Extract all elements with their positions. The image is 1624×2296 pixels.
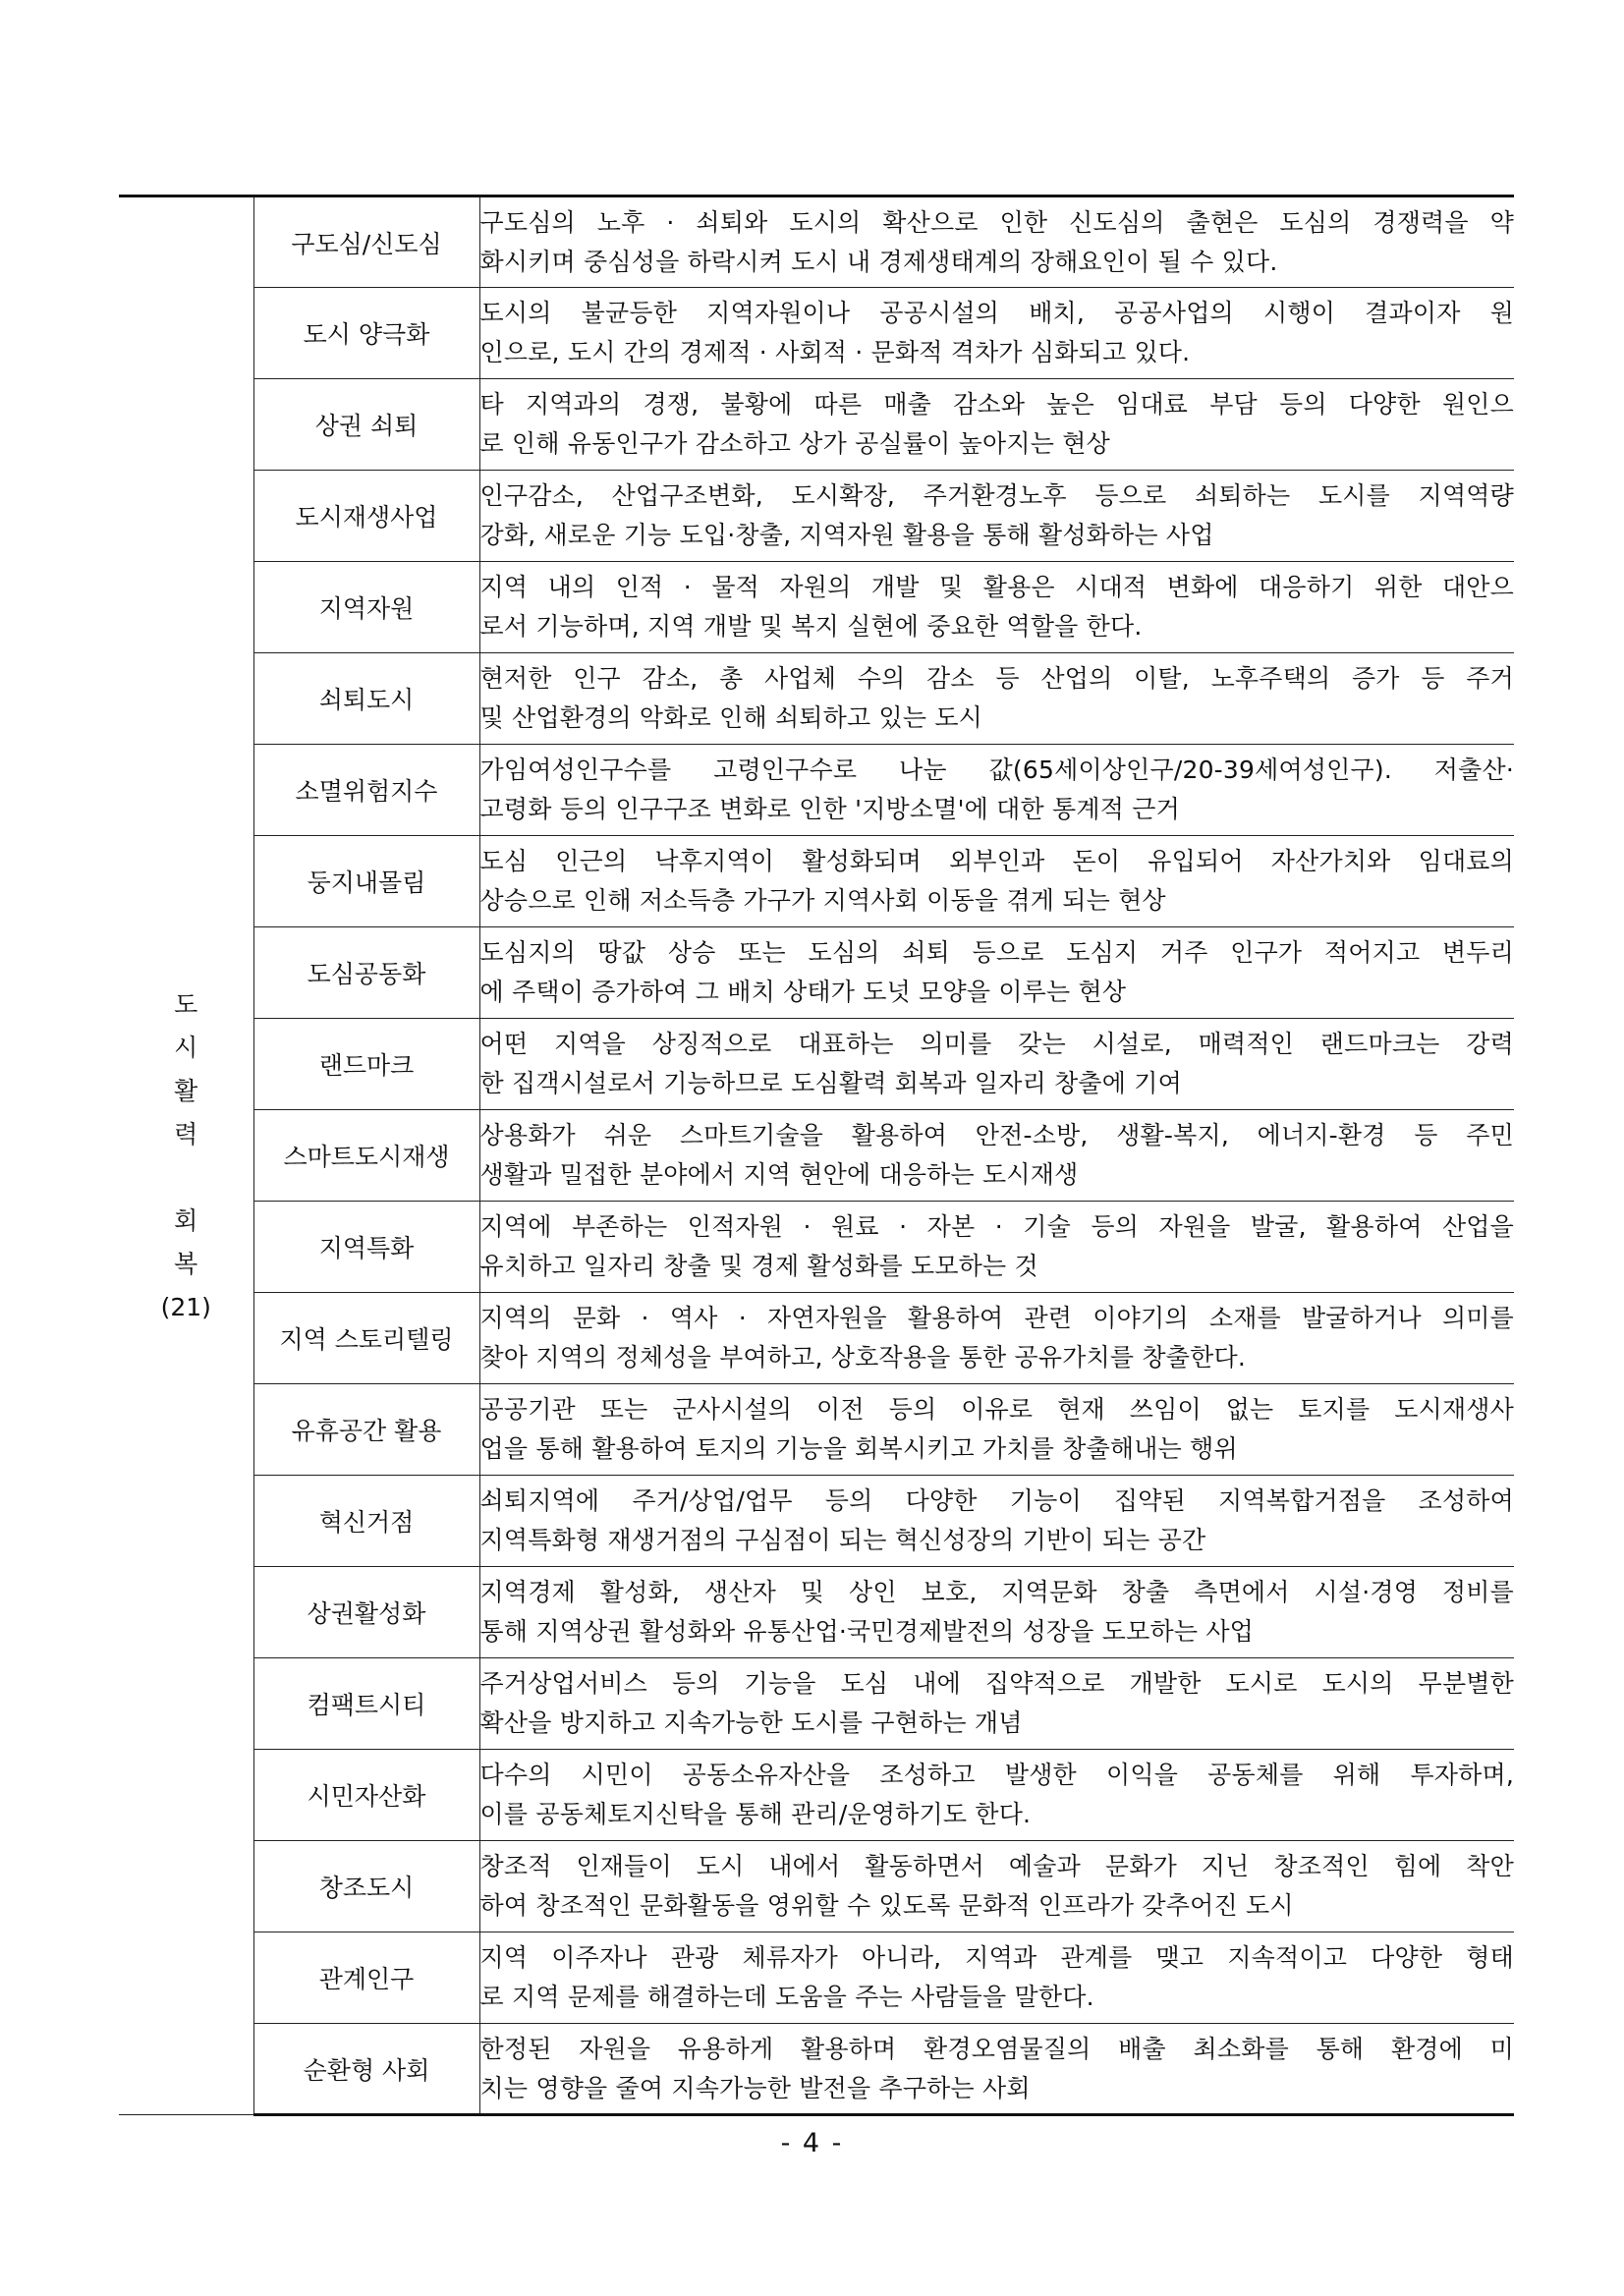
table-row bbox=[119, 1658, 1514, 1750]
definition-line: 도심지의 땅값 상승 또는 도심의 쇠퇴 등으로 도심지 거주 인구가 적어지고 변두리 bbox=[479, 938, 1514, 967]
table-row bbox=[119, 1476, 1514, 1567]
definition-line: 지역에 부존하는 인적자원 · 원료 · 자본 · 기술 등의 자원을 발굴, 활용하여 산업을 bbox=[479, 1212, 1514, 1241]
definition-line: 인구감소, 산업구조변화, 도시확장, 주거환경노후 등으로 쇠퇴하는 도시를 지역역량 bbox=[479, 481, 1514, 510]
table-row bbox=[119, 1293, 1514, 1384]
term-cell: 혁신거점 bbox=[253, 1476, 479, 1567]
definition-cell bbox=[479, 1293, 1514, 1384]
definition-cell bbox=[479, 1932, 1514, 2024]
definition-cell bbox=[479, 1019, 1514, 1110]
definition-line: 확산을 방지하고 지속가능한 도시를 구현하는 개념 bbox=[479, 1708, 1023, 1737]
definition-line: 로 인해 유동인구가 감소하고 상가 공실률이 높아지는 현상 bbox=[479, 429, 1110, 458]
table-row bbox=[119, 653, 1514, 745]
definition-line: 공공기관 또는 군사시설의 이전 등의 이유로 현재 쓰임이 없는 토지를 도시재생사 bbox=[479, 1395, 1514, 1424]
definition-cell bbox=[479, 1841, 1514, 1932]
definition-cell bbox=[479, 1658, 1514, 1750]
definition-line: 유치하고 일자리 창출 및 경제 활성화를 도모하는 것 bbox=[479, 1252, 1038, 1280]
table-row bbox=[119, 745, 1514, 836]
definition-cell bbox=[479, 836, 1514, 927]
definition-cell bbox=[479, 196, 1514, 288]
table-row bbox=[119, 1384, 1514, 1476]
term-cell: 소멸위험지수 bbox=[253, 745, 479, 836]
table-row bbox=[119, 1750, 1514, 1841]
category-char: 도 bbox=[174, 989, 198, 1019]
table-row bbox=[119, 471, 1514, 562]
term-cell: 구도심/신도심 bbox=[253, 196, 479, 288]
definition-line: 로서 기능하며, 지역 개발 및 복지 실현에 중요한 역할을 한다. bbox=[479, 612, 1143, 641]
glossary-table-body bbox=[119, 196, 1514, 2115]
table-row bbox=[119, 836, 1514, 927]
definition-line: 지역의 문화 · 역사 · 자연자원을 활용하여 관련 이야기의 소재를 발굴하거나 의미를 bbox=[479, 1304, 1514, 1332]
definition-cell bbox=[479, 1384, 1514, 1476]
definition-line: 로 지역 문제를 해결하는데 도움을 주는 사람들을 말한다. bbox=[479, 1983, 1094, 2011]
page-number: - 4 - bbox=[780, 2128, 844, 2158]
term-cell: 관계인구 bbox=[253, 1932, 479, 2024]
table-row bbox=[119, 1202, 1514, 1293]
definition-cell bbox=[479, 653, 1514, 745]
table-row bbox=[119, 1110, 1514, 1202]
definition-cell bbox=[479, 562, 1514, 653]
definition-line: 타 지역과의 경쟁, 불황에 따른 매출 감소와 높은 임대료 부담 등의 다양한 원인으 bbox=[479, 390, 1514, 419]
category-cell bbox=[119, 196, 253, 2115]
table-row bbox=[119, 1567, 1514, 1658]
definition-line: 가임여성인구수를 고령인구수로 나눈 값(65세이상인구/20-39세여성인구). 저출산· bbox=[479, 756, 1514, 784]
category-char: 회 bbox=[174, 1205, 198, 1235]
definition-cell bbox=[479, 2024, 1514, 2115]
term-cell: 상권활성화 bbox=[253, 1567, 479, 1658]
definition-line: 강화, 새로운 기능 도입·창출, 지역자원 활용을 통해 활성화하는 사업 bbox=[479, 521, 1214, 549]
definition-line: 생활과 밀접한 분야에서 지역 현안에 대응하는 도시재생 bbox=[479, 1160, 1079, 1189]
table-row bbox=[119, 288, 1514, 379]
definition-cell bbox=[479, 1476, 1514, 1567]
definition-line: 및 산업환경의 악화로 인해 쇠퇴하고 있는 도시 bbox=[479, 703, 983, 732]
definition-cell bbox=[479, 1750, 1514, 1841]
table-row bbox=[119, 379, 1514, 471]
definition-cell bbox=[479, 927, 1514, 1019]
definition-line: 에 주택이 증가하여 그 배치 상태가 도넛 모양을 이루는 현상 bbox=[479, 978, 1127, 1006]
term-cell: 랜드마크 bbox=[253, 1019, 479, 1110]
definition-cell bbox=[479, 1110, 1514, 1202]
category-spacer bbox=[119, 1156, 253, 1200]
definition-line: 지역경제 활성화, 생산자 및 상인 보호, 지역문화 창출 측면에서 시설·경영 정비를 bbox=[479, 1578, 1514, 1606]
definition-line: 구도심의 노후 · 쇠퇴와 도시의 확산으로 인한 신도심의 출현은 도심의 경쟁력을 약 bbox=[479, 207, 1514, 237]
definition-cell bbox=[479, 471, 1514, 562]
table-row bbox=[119, 1019, 1514, 1110]
table-row bbox=[119, 1932, 1514, 2024]
definition-line: 지역 내의 인적 · 물적 자원의 개발 및 활용은 시대적 변화에 대응하기 위한 대안으 bbox=[479, 573, 1514, 601]
term-cell: 도시재생사업 bbox=[253, 471, 479, 562]
term-cell: 상권 쇠퇴 bbox=[253, 379, 479, 471]
definition-line: 찾아 지역의 정체성을 부여하고, 상호작용을 통한 공유가치를 창출한다. bbox=[479, 1343, 1246, 1372]
glossary-page bbox=[119, 195, 1514, 2116]
term-cell: 쇠퇴도시 bbox=[253, 653, 479, 745]
glossary-table bbox=[119, 195, 1514, 2116]
definition-line: 주거상업서비스 등의 기능을 도심 내에 집약적으로 개발한 도시로 도시의 무분별한 bbox=[479, 1669, 1514, 1698]
definition-line: 업을 통해 활용하여 토지의 기능을 회복시키고 가치를 창출해내는 행위 bbox=[479, 1434, 1238, 1463]
term-cell: 둥지내몰림 bbox=[253, 836, 479, 927]
table-row bbox=[119, 2024, 1514, 2115]
table-row bbox=[119, 562, 1514, 653]
definition-cell bbox=[479, 1202, 1514, 1293]
definition-line: 지역특화형 재생거점의 구심점이 되는 혁신성장의 기반이 되는 공간 bbox=[479, 1526, 1206, 1554]
definition-cell bbox=[479, 288, 1514, 379]
term-cell: 스마트도시재생 bbox=[253, 1110, 479, 1202]
definition-line: 하여 창조적인 문화활동을 영위할 수 있도록 문화적 인프라가 갖추어진 도시 bbox=[479, 1891, 1294, 1920]
term-cell: 도심공동화 bbox=[253, 927, 479, 1019]
definition-line: 어떤 지역을 상징적으로 대표하는 의미를 갖는 시설로, 매력적인 랜드마크는 강력 bbox=[479, 1030, 1514, 1058]
category-char: 력 bbox=[174, 1119, 198, 1148]
term-cell: 유휴공간 활용 bbox=[253, 1384, 479, 1476]
definition-line: 현저한 인구 감소, 총 사업체 수의 감소 등 산업의 이탈, 노후주택의 증가 등 주거 bbox=[479, 664, 1514, 693]
definition-line: 고령화 등의 인구구조 변화로 인한 '지방소멸'에 대한 통계적 근거 bbox=[479, 795, 1180, 823]
term-cell: 지역특화 bbox=[253, 1202, 479, 1293]
definition-line: 지역 이주자나 관광 체류자가 아니라, 지역과 관계를 맺고 지속적이고 다양한 형태 bbox=[479, 1943, 1514, 1972]
definition-line: 쇠퇴지역에 주거/상업/업무 등의 다양한 기능이 집약된 지역복합거점을 조성하여 bbox=[479, 1486, 1514, 1515]
table-row bbox=[119, 927, 1514, 1019]
definition-cell bbox=[479, 379, 1514, 471]
category-count: (21) bbox=[160, 1292, 211, 1321]
definition-line: 한정된 자원을 유용하게 활용하며 환경오염물질의 배출 최소화를 통해 환경에 미 bbox=[479, 2034, 1514, 2063]
definition-line: 다수의 시민이 공동소유자산을 조성하고 발생한 이익을 공동체를 위해 투자하며, bbox=[479, 1761, 1514, 1789]
table-row bbox=[119, 196, 1514, 288]
term-cell: 도시 양극화 bbox=[253, 288, 479, 379]
term-cell: 순환형 사회 bbox=[253, 2024, 479, 2115]
definition-line: 상승으로 인해 저소득층 가구가 지역사회 이동을 겪게 되는 현상 bbox=[479, 886, 1166, 915]
definition-line: 창조적 인재들이 도시 내에서 활동하면서 예술과 문화가 지닌 창조적인 힘에 착안 bbox=[479, 1852, 1514, 1880]
term-cell: 컴팩트시티 bbox=[253, 1658, 479, 1750]
definition-line: 도심 인근의 낙후지역이 활성화되며 외부인과 돈이 유입되어 자산가치와 임대료의 bbox=[479, 847, 1514, 875]
definition-line: 화시키며 중심성을 하락시켜 도시 내 경제생태계의 장해요인이 될 수 있다. bbox=[479, 247, 1278, 276]
definition-line: 상용화가 쉬운 스마트기술을 활용하여 안전-소방, 생활-복지, 에너지-환경 등 주민 bbox=[479, 1121, 1514, 1149]
category-char: 활 bbox=[174, 1076, 198, 1105]
term-cell: 창조도시 bbox=[253, 1841, 479, 1932]
category-char: 복 bbox=[174, 1249, 198, 1278]
definition-line: 통해 지역상권 활성화와 유통산업·국민경제발전의 성장을 도모하는 사업 bbox=[479, 1617, 1255, 1646]
definition-line: 치는 영향을 줄여 지속가능한 발전을 추구하는 사회 bbox=[479, 2073, 1031, 2102]
table-row bbox=[119, 1841, 1514, 1932]
term-cell: 지역자원 bbox=[253, 562, 479, 653]
definition-line: 한 집객시설로서 기능하므로 도심활력 회복과 일자리 창출에 기여 bbox=[479, 1069, 1182, 1097]
definition-line: 도시의 불균등한 지역자원이나 공공시설의 배치, 공공사업의 시행이 결과이자 원 bbox=[479, 299, 1514, 327]
definition-cell bbox=[479, 1567, 1514, 1658]
term-cell: 지역 스토리텔링 bbox=[253, 1293, 479, 1384]
category-char: 시 bbox=[174, 1033, 198, 1062]
term-cell: 시민자산화 bbox=[253, 1750, 479, 1841]
definition-line: 인으로, 도시 간의 경제적 · 사회적 · 문화적 격차가 심화되고 있다. bbox=[479, 338, 1191, 366]
definition-line: 이를 공동체토지신탁을 통해 관리/운영하기도 한다. bbox=[479, 1800, 1032, 1828]
definition-cell bbox=[479, 745, 1514, 836]
